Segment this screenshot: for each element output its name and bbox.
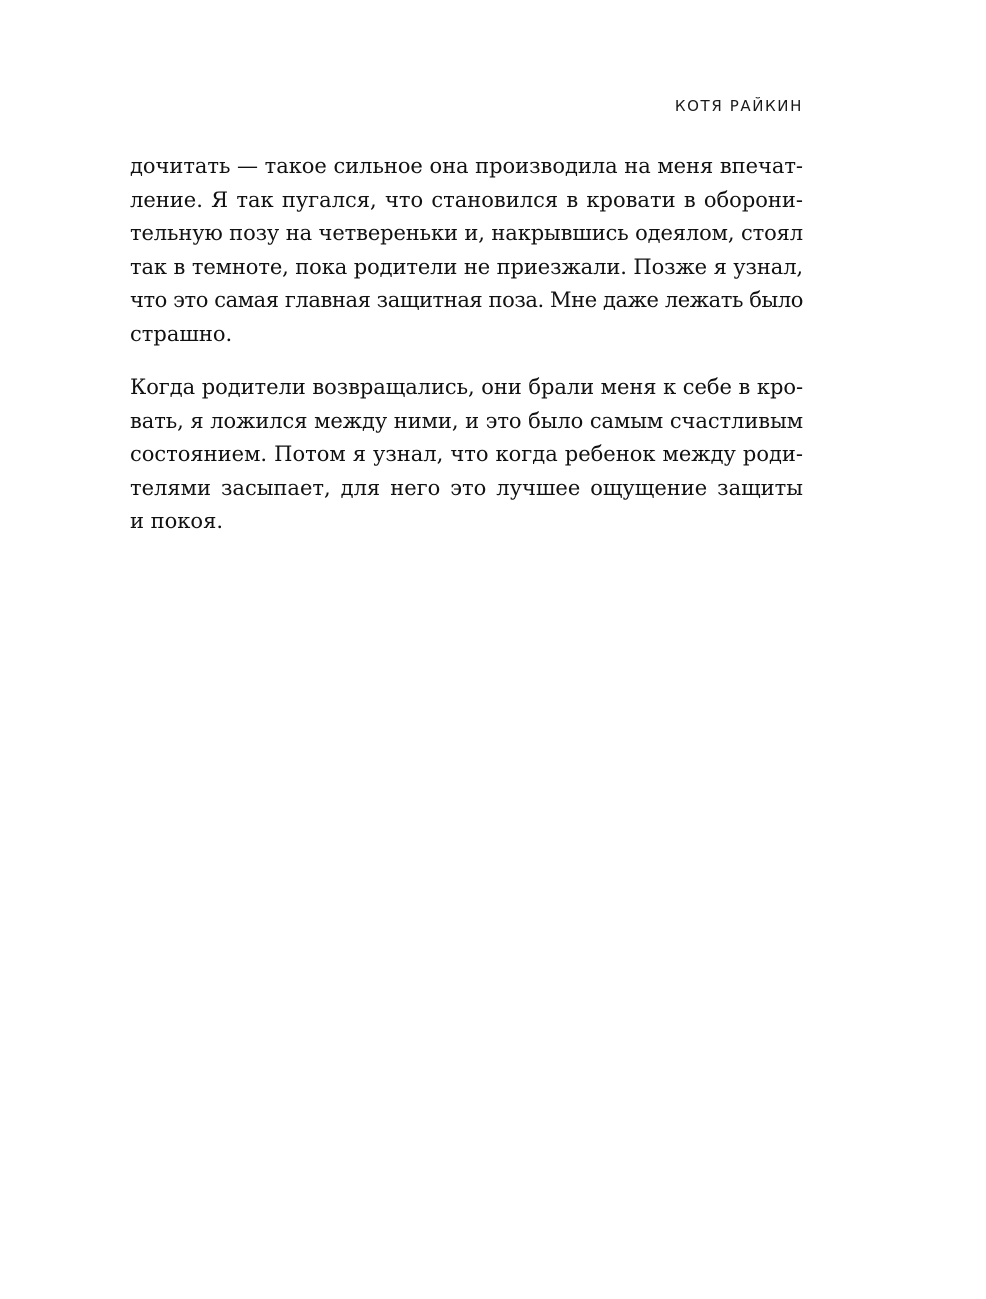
text-line: тельную позу на четвереньки и, накрывшись одеялом, стоял xyxy=(130,221,803,245)
text-line: дочитать — такое сильное она производила на меня впечат- xyxy=(130,154,803,178)
text-line: состоянием. Потом я узнал, что когда ребенок между роди- xyxy=(130,442,803,466)
body-text xyxy=(130,150,803,559)
text-line: что это самая главная защитная поза. Мне даже лежать было xyxy=(130,288,803,312)
text-line: ление. Я так пугался, что становился в кровати в оборони- xyxy=(130,187,803,212)
running-head-author: КОТЯ РАЙКИН xyxy=(674,97,803,115)
text-line: телями засыпает, для него это лучшее ощущение защиты xyxy=(130,475,803,500)
paragraph xyxy=(130,371,803,539)
text-line: страшно. xyxy=(130,321,233,346)
text-line: Когда родители возвращались, они брали меня к себе в кро- xyxy=(130,375,803,399)
text-line: так в темноте, пока родители не приезжали. Позже я узнал, xyxy=(130,254,804,279)
text-line: вать, я ложился между ними, и это было самым счастливым xyxy=(130,408,803,433)
text-line: и покоя. xyxy=(130,509,224,533)
paragraph xyxy=(130,150,803,351)
